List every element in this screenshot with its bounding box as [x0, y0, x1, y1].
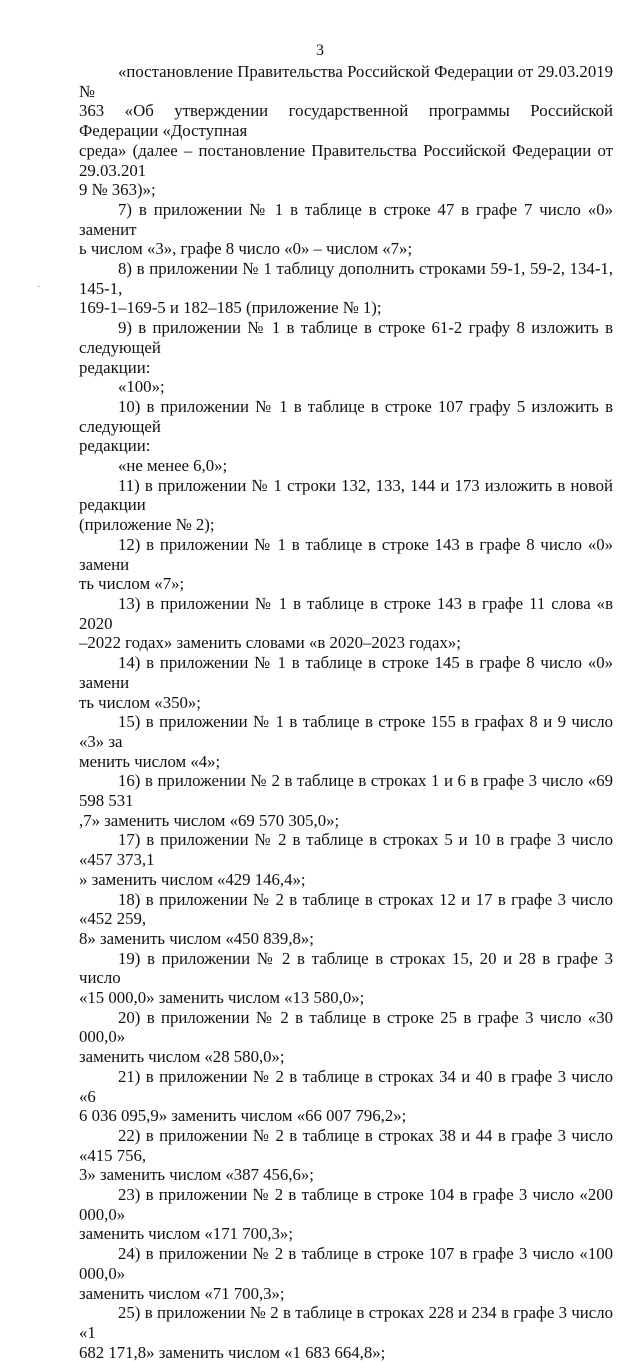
paragraph-item-21: 21) в приложении № 2 в таблице в строках 34 и 40 в графе 3 число «6 6 036 095,9» заменить числом «66 007 796,2»;: [79, 1066, 613, 1126]
scan-margin-mark: [37, 286, 40, 287]
page-number: 3: [316, 42, 324, 59]
paragraph-item-8: 8) в приложении № 1 таблицу дополнить строками 59-1, 59-2, 134-1, 145-1, 169-1–169-5 и 182–185 (приложение № 1);: [79, 259, 613, 318]
paragraph-item-11: 11) в приложении № 1 строки 132, 133, 144 и 173 изложить в новой редакции (приложение № 2);: [79, 475, 613, 535]
paragraph-item-20: 20) в приложении № 2 в таблице в строке 25 в графе 3 число «30 000,0» заменить числом «28 580,0»;: [79, 1007, 613, 1067]
paragraph-item-10: 10) в приложении № 1 в таблице в строке 107 графу 5 изложить в следующей редакции:: [79, 396, 613, 456]
paragraph-item-23: 23) в приложении № 2 в таблице в строке 104 в графе 3 число «200 000,0» заменить числом «171 700,3»;: [79, 1185, 613, 1244]
paragraph-item-15: 15) в приложении № 1 в таблице в строке 155 в графах 8 и 9 число «3» за менить числом «4»;: [79, 712, 613, 771]
paragraph-item-24: 24) в приложении № 2 в таблице в строке 107 в графе 3 число «100 000,0» заменить числом «71 700,3»;: [79, 1244, 613, 1303]
paragraph-item-12: 12) в приложении № 1 в таблице в строке 143 в графе 8 число «0» замени ть числом «7»;: [79, 534, 613, 594]
paragraph-item-22: 22) в приложении № 2 в таблице в строках 38 и 44 в графе 3 число «415 756, 3» заменить числом «387 456,6»;: [79, 1125, 613, 1185]
paragraph-item-19: 19) в приложении № 2 в таблице в строках 15, 20 и 28 в графе 3 число «15 000,0» заменить числом «13 580,0»;: [79, 948, 613, 1008]
paragraph-item-7: 7) в приложении № 1 в таблице в строке 47 в графе 7 число «0» заменит ь числом «3», графе 8 число «0» – числом «7»;: [79, 199, 613, 259]
paragraph-item-9-value: «100»;: [118, 377, 165, 397]
paragraph-item-14: 14) в приложении № 1 в таблице в строке 145 в графе 8 число «0» замени ть числом «350»;: [79, 653, 613, 712]
paragraph-item-25: 25) в приложении № 2 в таблице в строках 228 и 234 в графе 3 число «1 682 171,8» заменить числом «1 683 664,8»;: [79, 1303, 613, 1362]
paragraph-intro-resolution-name: «постановление Правительства Российской Федерации от 29.03.2019 № 363 «Об утверждении государственной программы Российской Федерации «Доступная среда» (далее – постановление Правительства Российской Федерации от 29.03.201 9 № 363)»;: [79, 62, 613, 200]
paragraph-item-17: 17) в приложении № 2 в таблице в строках 5 и 10 в графе 3 число «457 373,1 » заменить числом «429 146,4»;: [79, 830, 613, 889]
paragraph-item-10-value: «не менее 6,0»;: [118, 456, 228, 476]
paragraph-item-9: 9) в приложении № 1 в таблице в строке 61-2 графу 8 изложить в следующей редакции:: [79, 318, 613, 377]
paragraph-item-16: 16) в приложении № 2 в таблице в строках 1 и 6 в графе 3 число «69 598 531 ,7» заменить числом «69 570 305,0»;: [79, 771, 613, 830]
paragraph-item-18: 18) в приложении № 2 в таблице в строках 12 и 17 в графе 3 число «452 259, 8» заменить числом «450 839,8»;: [79, 889, 613, 948]
document-body: [79, 62, 613, 1362]
paragraph-item-13: 13) в приложении № 1 в таблице в строке 143 в графе 11 слова «в 2020 –2022 годах» заменить словами «в 2020–2023 годах»;: [79, 593, 613, 653]
